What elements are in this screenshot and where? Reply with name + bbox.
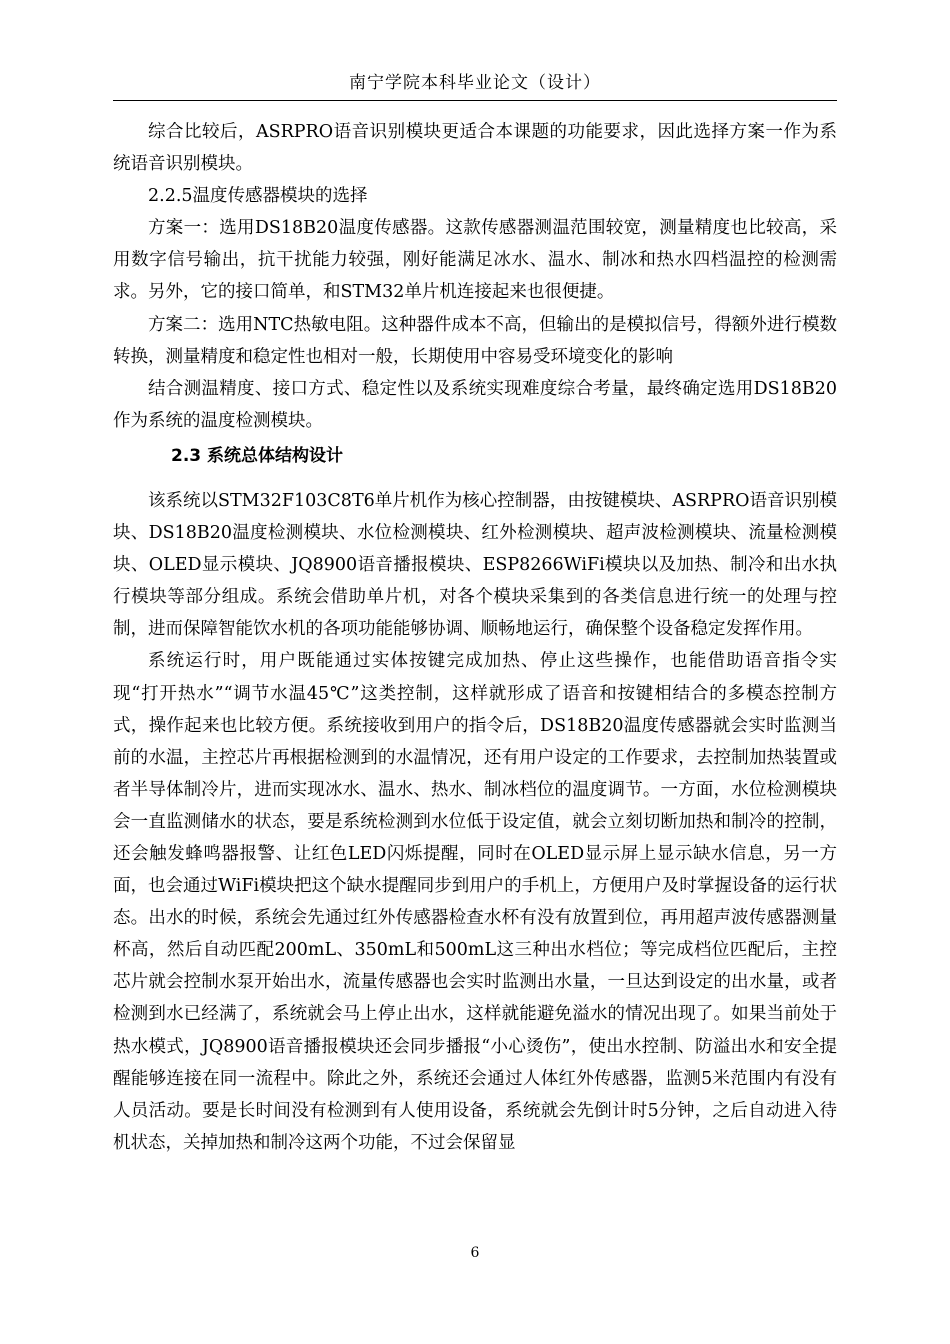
page-header-title: 南宁学院本科毕业论文（设计）: [349, 73, 601, 93]
section-heading-system-structure: 2.3 系统总体结构设计: [171, 445, 344, 466]
page-number: 6: [470, 1245, 480, 1261]
header-divider: [113, 100, 837, 101]
paragraph-option-one: 方案一：选用DS18B20温度传感器。这款传感器测温范围较宽，测量精度也比较高，采用数字信号输出，抗干扰能力较强，刚好能满足冰水、温水、制冰和热水四档温控的检测需求。另外，它的接口简单，和STM32单片机连接起来也很便捷。: [113, 218, 837, 303]
paragraph-conclusion-voice-module: 综合比较后，ASRPRO语音识别模块更适合本课题的功能要求，因此选择方案一作为系统语音识别模块。: [113, 122, 837, 175]
paragraph-system-composition: 该系统以STM32F103C8T6单片机作为核心控制器，由按键模块、ASRPRO语音识别模块、DS18B20温度检测模块、水位检测模块、红外检测模块、超声波检测模块、流量检测模块、OLED显示模块、JQ8900语音播报模块、ESP8266WiFi模块以及加热、制冷和出水执行模块等部分组成。系统会借助单片机，对各个模块采集到的各类信息进行统一的处理与控制，进而保障智能饮水机的各项功能能够协调、顺畅地运行，确保整个设备稳定发挥作用。: [113, 490, 837, 640]
paragraph-system-operation: 系统运行时，用户既能通过实体按键完成加热、停止这些操作，也能借助语音指令实现“打开热水”“调节水温45℃”这类控制，这样就形成了语音和按键相结合的多模态控制方式，操作起来也比较方便。系统接收到用户的指令后，DS18B20温度传感器就会实时监测当前的水温，主控芯片再根据检测到的水温情况，还有用户设定的工作要求，去控制加热装置或者半导体制冷片，进而实现冰水、温水、热水、制冰档位的温度调节。一方面，水位检测模块会一直监测储水的状态，要是系统检测到水位低于设定值，就会立刻切断加热和制冷的控制，还会触发蜂鸣器报警、让红色LED闪烁提醒，同时在OLED显示屏上显示缺水信息，另一方面，也会通过WiFi模块把这个缺水提醒同步到用户的手机上，方便用户及时掌握设备的运行状态。出水的时候，系统会先通过红外传感器检查水杯有没有放置到位，再用超声波传感器测量杯高，然后自动匹配200mL、350mL和500mL这三种出水档位；等完成档位匹配后，主控芯片就会控制水泵开始出水，流量传感器也会实时监测出水量，一旦达到设定的出水量，或者检测到水已经满了，系统就会马上停止出水，这样就能避免溢水的情况出现了。如果当前处于热水模式，JQ8900语音播报模块还会同步播报“小心烫伤”，使出水控制、防溢出水和安全提醒能够连接在同一流程中。除此之外，系统还会通过人体红外传感器，监测5米范围内有没有人员活动。要是长时间没有检测到有人使用设备，系统就会先倒计时5分钟，之后自动进入待机状态，关掉加热和制冷这两个功能，不过会保留显: [113, 651, 837, 1153]
paragraph-temperature-conclusion: 结合测温精度、接口方式、稳定性以及系统实现难度综合考量，最终确定选用DS18B20作为系统的温度检测模块。: [113, 378, 837, 431]
subsection-heading-temperature-sensor: 2.2.5温度传感器模块的选择: [148, 186, 368, 207]
paragraph-option-two: 方案二：选用NTC热敏电阻。这种器件成本不高，但输出的是模拟信号，得额外进行模数转换，测量精度和稳定性也相对一般，长期使用中容易受环境变化的影响: [113, 314, 837, 367]
paper-body: [113, 116, 837, 1159]
